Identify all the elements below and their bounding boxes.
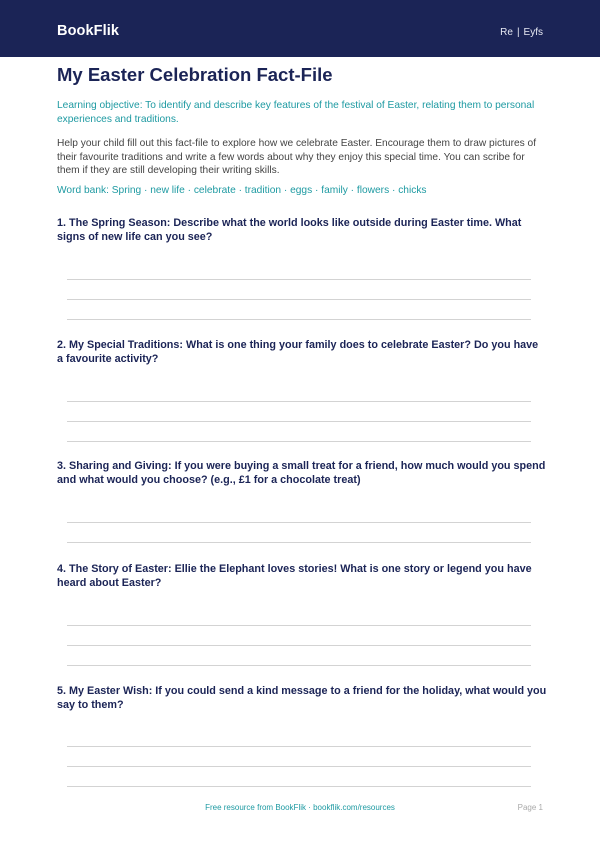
- answer-line[interactable]: [67, 665, 531, 666]
- answer-line[interactable]: [67, 542, 531, 543]
- answer-line[interactable]: [67, 299, 531, 300]
- question-4: 4. The Story of Easter: Ellie the Elephant loves stories! What is one story or legend you have heard about Easter?: [57, 563, 532, 590]
- answer-line[interactable]: [67, 786, 531, 787]
- answer-line[interactable]: [67, 319, 531, 320]
- learning-objective: Learning objective: To identify and describe key features of the festival of Easter, relating them to personal experiences and traditions.: [57, 100, 535, 125]
- question-3: 3. Sharing and Giving: If you were buying a small treat for a friend, how much would you spend and what would you choose? (e.g., £1 for a chocolate treat): [57, 460, 546, 487]
- footer-text[interactable]: Free resource from BookFlik · bookflik.com/resources: [205, 803, 395, 812]
- answer-line[interactable]: [67, 441, 531, 442]
- answer-line[interactable]: [67, 645, 531, 646]
- answer-line[interactable]: [67, 746, 531, 747]
- answer-line[interactable]: [67, 421, 531, 422]
- question-2: 2. My Special Traditions: What is one thing your family does to celebrate Easter? Do you have a favourite activity?: [57, 339, 539, 366]
- question-1: 1. The Spring Season: Describe what the world looks like outside during Easter time. What signs of new life can you see?: [57, 217, 522, 244]
- answer-line[interactable]: [67, 279, 531, 280]
- page-title: My Easter Celebration Fact-File: [57, 64, 333, 85]
- header-bar: [0, 0, 600, 57]
- answer-line[interactable]: [67, 401, 531, 402]
- separator: |: [516, 27, 520, 38]
- answer-line[interactable]: [67, 522, 531, 523]
- answer-line[interactable]: [67, 766, 531, 767]
- subject-label: Re: [500, 27, 513, 38]
- brand-logo-text[interactable]: BookFlik: [57, 23, 120, 39]
- subject-level: [500, 27, 543, 38]
- intro-paragraph: Help your child fill out this fact-file to explore how we celebrate Easter. Encourage them to draw pictures of their favourite traditions and write a few words about why they enjoy this special time. You can scribe for them if they are still developing their writing skills.: [57, 138, 537, 177]
- page-number: Page 1: [517, 803, 543, 812]
- level-label: Eyfs: [523, 27, 543, 38]
- question-5: 5. My Easter Wish: If you could send a kind message to a friend for the holiday, what would you say to them?: [57, 685, 547, 712]
- word-bank: Word bank: Spring · new life · celebrate · tradition · eggs · family · flowers · chicks: [57, 185, 427, 196]
- answer-line[interactable]: [67, 625, 531, 626]
